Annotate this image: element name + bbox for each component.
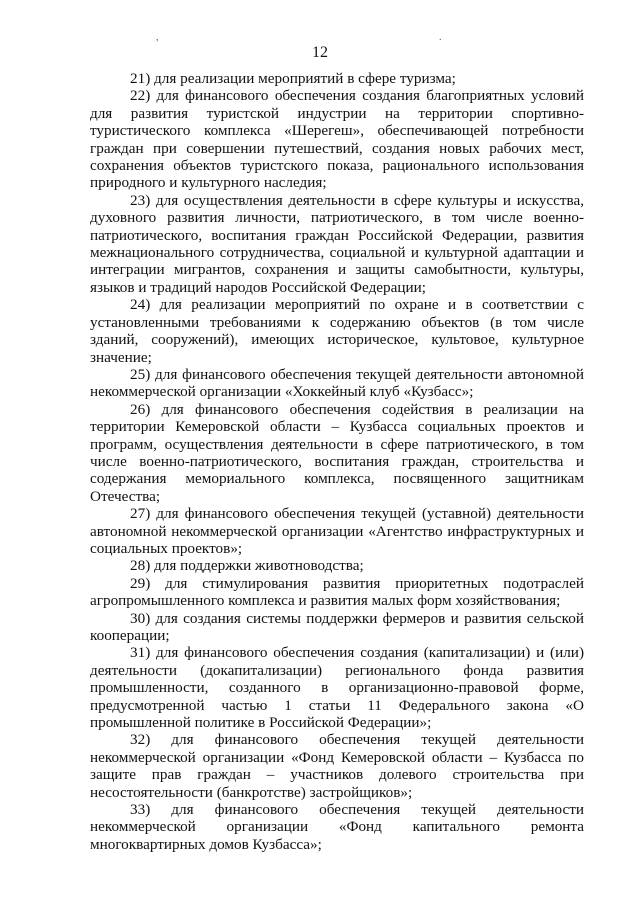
list-item-30: 30) для создания системы поддержки фермеров и развития сельской кооперации;	[90, 609, 584, 644]
list-item-24: 24) для реализации мероприятий по охране и в соответствии с установленными требованиями к содержанию объектов (в том числе зданий, сооружений), имеющих историческое, культовое, культурное значение;	[90, 296, 584, 366]
list-item-27: 27) для финансового обеспечения текущей (уставной) деятельности автономной некоммерческой организации «Агентство инфраструктурных и социальных проектов»;	[90, 505, 584, 557]
list-item-26: 26) для финансового обеспечения содействия в реализации на территории Кемеровской области – Кузбасса социальных проектов и программ, осуществления деятельности в сфере патриотического, в том числе военно-патриотического, воспитания граждан, строительства и содержания мемориального комплекса, посвященного защитникам Отечества;	[90, 400, 584, 505]
list-item-22: 22) для финансового обеспечения создания благоприятных условий для развития туристской индустрии на территории спортивно-туристического комплекса «Шерегеш», обеспечивающей потребности граждан при совершении путешествий, создания новых рабочих мест, сохранения объектов туристского показа, рационального использования природного и культурного наследия;	[90, 87, 584, 192]
list-item-32: 32) для финансового обеспечения текущей деятельности некоммерческой организации «Фонд Кемеровской области – Кузбасса по защите прав граждан – участников долевого строительства при несостоятельности (банкротстве) застройщиков»;	[90, 731, 584, 801]
scan-mark: .	[439, 32, 442, 43]
document-body	[90, 70, 584, 853]
list-item-25: 25) для финансового обеспечения текущей деятельности автономной некоммерческой организации «Хоккейный клуб «Кузбасс»;	[90, 365, 584, 401]
page-number: 12	[312, 44, 328, 61]
list-item-33: 33) для финансового обеспечения текущей деятельности некоммерческой организации «Фонд капитального ремонта многоквартирных домов Кузбасса»;	[90, 801, 584, 853]
list-item-23: 23) для осуществления деятельности в сфере культуры и искусства, духовного развития личности, патриотического, в том числе военно-патриотического, воспитания граждан Российской Федерации, развития межнационального сотрудничества, социальной и культурной адаптации и интеграции мигрантов, сохранения и защиты самобытности, культуры, языков и традиций народов Российской Федерации;	[90, 191, 584, 296]
list-item-28: 28) для поддержки животноводства;	[130, 557, 364, 575]
list-item-31: 31) для финансового обеспечения создания (капитализации) и (или) деятельности (докапитализации) регионального фонда развития промышленности, созданного в организационно-правовой форме, предусмотренной частью 1 статьи 11 Федерального закона «О промышленной политике в Российской Федерации»;	[90, 644, 584, 732]
scan-mark: ,	[156, 32, 159, 43]
list-item-21: 21) для реализации мероприятий в сфере туризма;	[130, 70, 456, 87]
list-item-29: 29) для стимулирования развития приоритетных подотраслей агропромышленного комплекса и развития малых форм хозяйствования;	[90, 574, 584, 610]
